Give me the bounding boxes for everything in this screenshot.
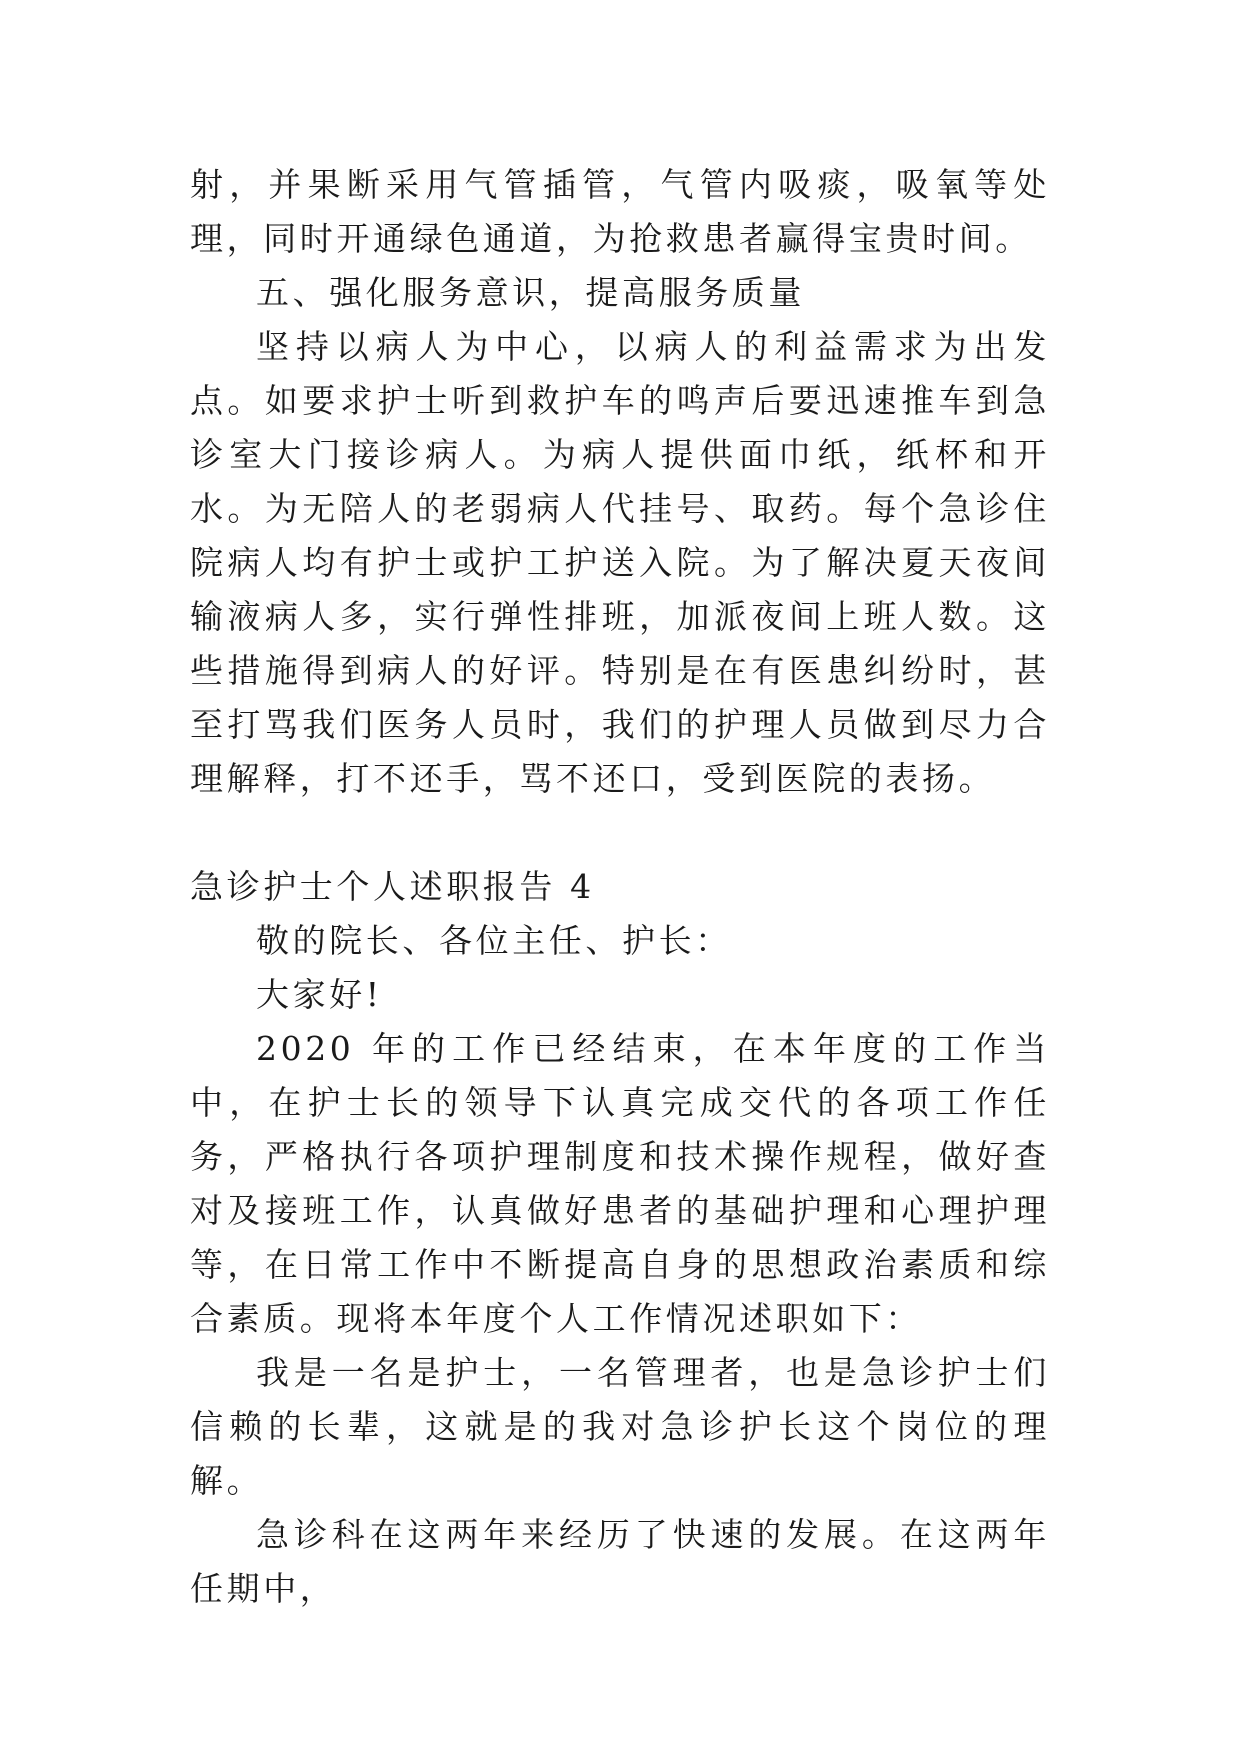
section-heading-five: 五、强化服务意识，提高服务质量 bbox=[256, 273, 805, 312]
paragraph-service: 坚持以病人为中心，以病人的利益需求为出发点。如要求护士听到救护车的鸣声后要迅速推车到急诊室大门接诊病人。为病人提供面巾纸，纸杯和开水。为无陪人的老弱病人代挂号、取药。每个急诊住院病人均有护士或护工护送入院。为了解决夏天夜间输液病人多，实行弹性排班，加派夜间上班人数。这些措施得到病人的好评。特别是在有医患纠纷时，甚至打骂我们医务人员时，我们的护理人员做到尽力合理解释，打不还手，骂不还口，受到医院的表扬。 bbox=[190, 327, 1050, 798]
paragraph-role: 我是一名是护士，一名管理者，也是急诊护士们信赖的长辈，这就是的我对急诊护长这个岗位的理解。 bbox=[190, 1353, 1050, 1500]
document-body bbox=[190, 158, 1050, 1616]
salutation: 敬的院长、各位主任、护长： bbox=[256, 921, 732, 960]
paragraph-summary: 2020 年的工作已经结束，在本年度的工作当中，在护士长的领导下认真完成交代的各项工作任务，严格执行各项护理制度和技术操作规程，做好查对及接班工作，认真做好患者的基础护理和心理护理等，在日常工作中不断提高自身的思想政治素质和综合素质。现将本年度个人工作情况述职如下： bbox=[190, 1029, 1050, 1338]
greeting: 大家好! bbox=[256, 975, 383, 1014]
report-title: 急诊护士个人述职报告 4 bbox=[190, 867, 595, 906]
paragraph-development: 急诊科在这两年来经历了快速的发展。在这两年任期中， bbox=[190, 1515, 1050, 1608]
paragraph-continuation: 射，并果断采用气管插管，气管内吸痰，吸氧等处理，同时开通绿色通道，为抢救患者赢得宝贵时间。 bbox=[190, 165, 1050, 258]
